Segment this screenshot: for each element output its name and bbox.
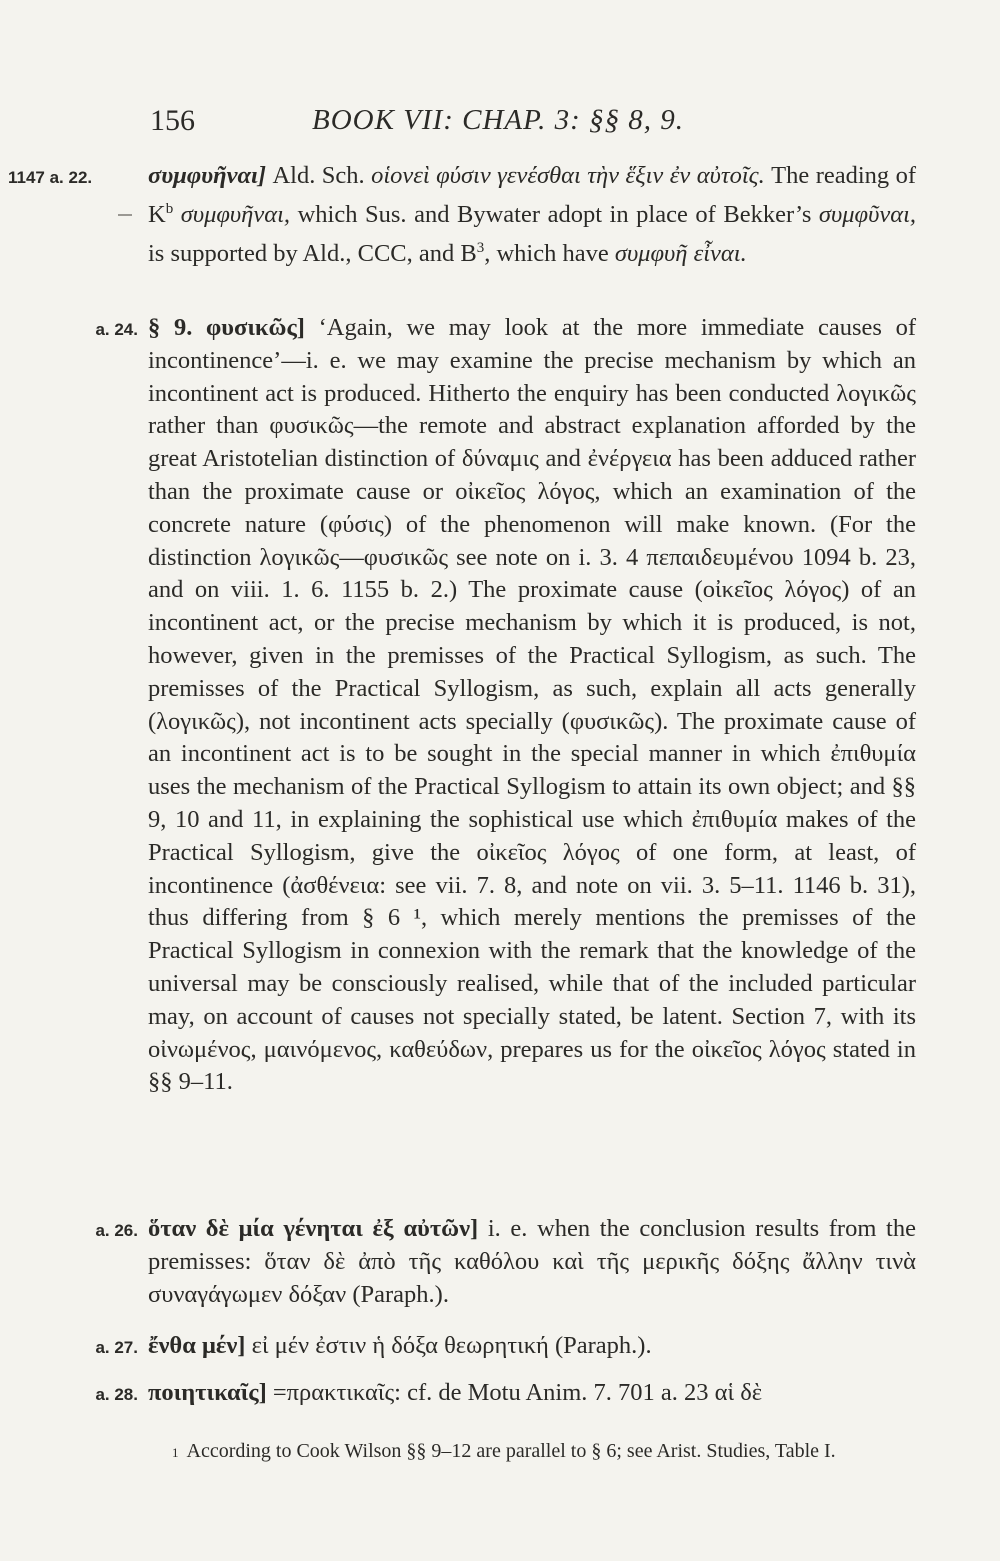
lemma: συμφυῆναι] [148,162,267,189]
line-reference: a. 27. [95,1338,138,1357]
greek-quote: συμφῦναι, [818,200,917,228]
page-number: 156 [150,104,195,137]
superscript: 3 [476,239,485,256]
footnote-text: According to Cook Wilson §§ 9–12 are parallel to § 6; see Arist. Studies, Table I. [186,1440,836,1462]
page-header [0,104,1000,144]
note-text: is supported by Ald., CCC, and B [148,239,477,267]
lemma: φυσικῶς] [206,314,305,341]
greek-quote: συμφυῆ εἶναι. [614,239,747,267]
note-body [148,160,916,271]
footnote [150,1438,920,1464]
note-text: Ald. Sch. [266,162,372,189]
note-body [148,1377,916,1410]
note-text: ‘Again, we may look at the more immediate causes of incontinence’—i. e. we may examine the precise mechanism by which an incontinent act is produced. Hitherto the enquiry has been conducted λογικῶς rather than φυσικῶς—the remote and abstract explanation afforded by the great Aristotelian distinction of δύναμις and ἐνέργεια has been adduced rather than the proximate cause or οἰκεῖος λόγος, which an examination of the concrete nature (φύσις) of the phenomenon will make known. (For the distinction λογικῶς—φυσικῶς see note on i. 3. 4 πεπαιδευμένου 1094 b. 23, and on viii. 1. 6. 1155 b. 2.) The proximate cause (οἰκεῖος λόγος) of an incontinent act, or the precise mechanism by which it is produced, is not, however, given in the premisses of the Practical Syllogism, as such. The premisses of the Practical Syllogism, as such, explain all acts generally (λογικῶς), not incontinent acts specially (φυσικῶς). The proximate cause of an incontinent act is to be sought in the special manner in which ἐπιθυμία uses the mechanism of the Practical Syllogism to attain its own object; and §§ 9, 10 and 11, in explaining the sophistical use which ἐπιθυμία makes of the Practical Syllogism, give the οἰκεῖος λόγος of one form, at least, of incontinence (ἀσθένεια: see vii. 7. 8, and note on vii. 3. 5–11. 1146 b. 31), thus differing from § 6 ¹, which merely mentions the premisses of the Practical Syllogism in connexion with the remark that the knowledge of the universal may be consciously realised, while that of the included particular may, on account of causes not specially stated, be latent. Section 7, with its οἰνωμένος, μαινόμενος, καθεύδων, prepares us for the οἰκεῖος λόγος stated in §§ 9–11. [148,314,916,1096]
line-reference: a. 26. [95,1221,138,1240]
note-text: i. e. when the conclusion results from the premisses: ὅταν δὲ ἀπὸ τῆς καθόλου καὶ τῆς μερικῆς δόξης ἄλλην τινὰ συναγάγωμεν δόξαν (Paraph.). [148,1215,916,1308]
note-text: which Sus. and Bywater adopt in place of Bekker’s [290,200,819,228]
lemma: ἔνθα μέν] [148,1332,246,1359]
running-head: BOOK VII: CHAP. 3: §§ 8, 9. [312,104,685,136]
note-text: =πρακτικαῖς: cf. de Motu Anim. 7. 701 a. 23 αἱ δὲ [266,1379,763,1406]
lemma: ὅταν δὲ μία γένηται ἐξ αὐτῶν] [148,1215,479,1242]
line-reference: a. 24. [95,320,138,339]
footnote-mark: 1 [172,1445,179,1460]
note-body [148,1213,916,1311]
lemma: ποιητικαῖς] [148,1379,267,1406]
note-body [148,312,916,1099]
superscript: b [165,200,174,217]
line-reference: a. 28. [95,1385,138,1404]
section-number: § 9. [148,314,193,341]
greek-quote: οἱονεὶ φύσιν γενέσθαι τὴν ἕξιν ἐν αὐτοῖς. [371,162,765,189]
line-reference: 1147 a. 22. [8,168,93,187]
note-text: εἰ μέν ἐστιν ἡ δόξα θεωρητική (Paraph.). [245,1332,652,1359]
greek-quote: συμφυῆναι, [173,200,291,228]
margin-mark [118,214,132,216]
note-text: , which have [484,239,615,267]
note-body [148,1330,916,1363]
note-text: The reading of K [148,162,917,228]
